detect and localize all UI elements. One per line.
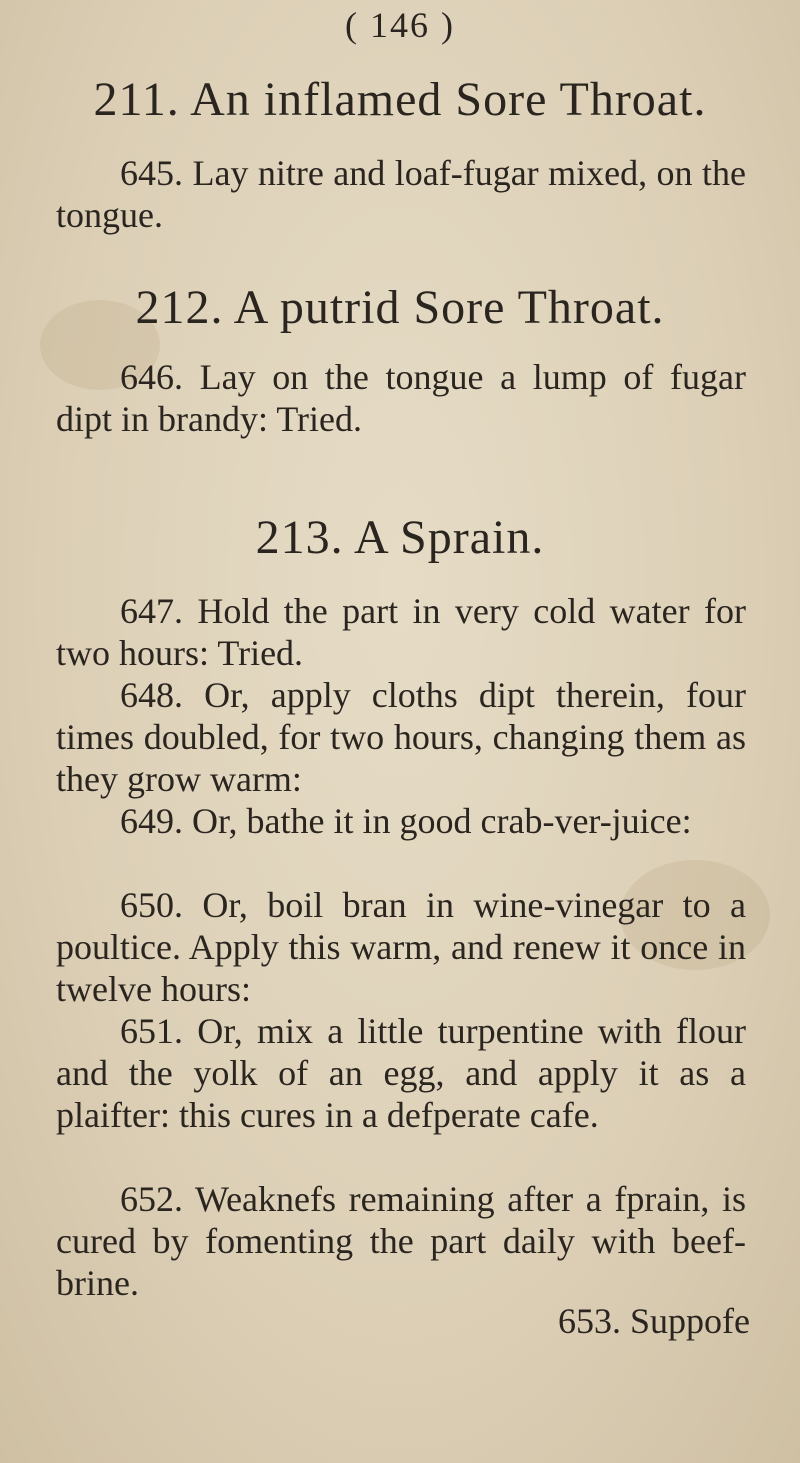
section-heading-211: 211. An inflamed Sore Throat.	[93, 73, 707, 126]
page-number: ( 146 )	[345, 5, 455, 45]
paragraph-646: 646. Lay on the tongue a lump of fugar dipt in brandy: Tried.	[56, 357, 746, 439]
paragraph-652: 652. Weaknefs remaining after a fprain, is cured by fomenting the part daily with beef-brine.	[56, 1179, 746, 1303]
paragraph-648: 648. Or, apply cloths dipt therein, four times doubled, for two hours, changing them as they grow warm:	[56, 675, 746, 799]
section-heading-213: 213. A Sprain.	[255, 511, 545, 564]
paragraph-651: 651. Or, mix a little turpentine with flour and the yolk of an egg, and apply it as a plaifter: this cures in a defperate cafe.	[56, 1011, 746, 1135]
catchword: 653. Suppofe	[558, 1301, 750, 1341]
paragraph-650: 650. Or, boil bran in wine-vinegar to a poultice. Apply this warm, and renew it once in twelve hours:	[56, 885, 746, 1009]
paragraph-645: 645. Lay nitre and loaf-fugar mixed, on the tongue.	[56, 153, 746, 235]
section-heading-212: 212. A putrid Sore Throat.	[135, 281, 665, 334]
paragraph-647: 647. Hold the part in very cold water for two hours: Tried.	[56, 591, 746, 673]
paragraph-649: 649. Or, bathe it in good crab-ver-juice:	[120, 801, 692, 841]
